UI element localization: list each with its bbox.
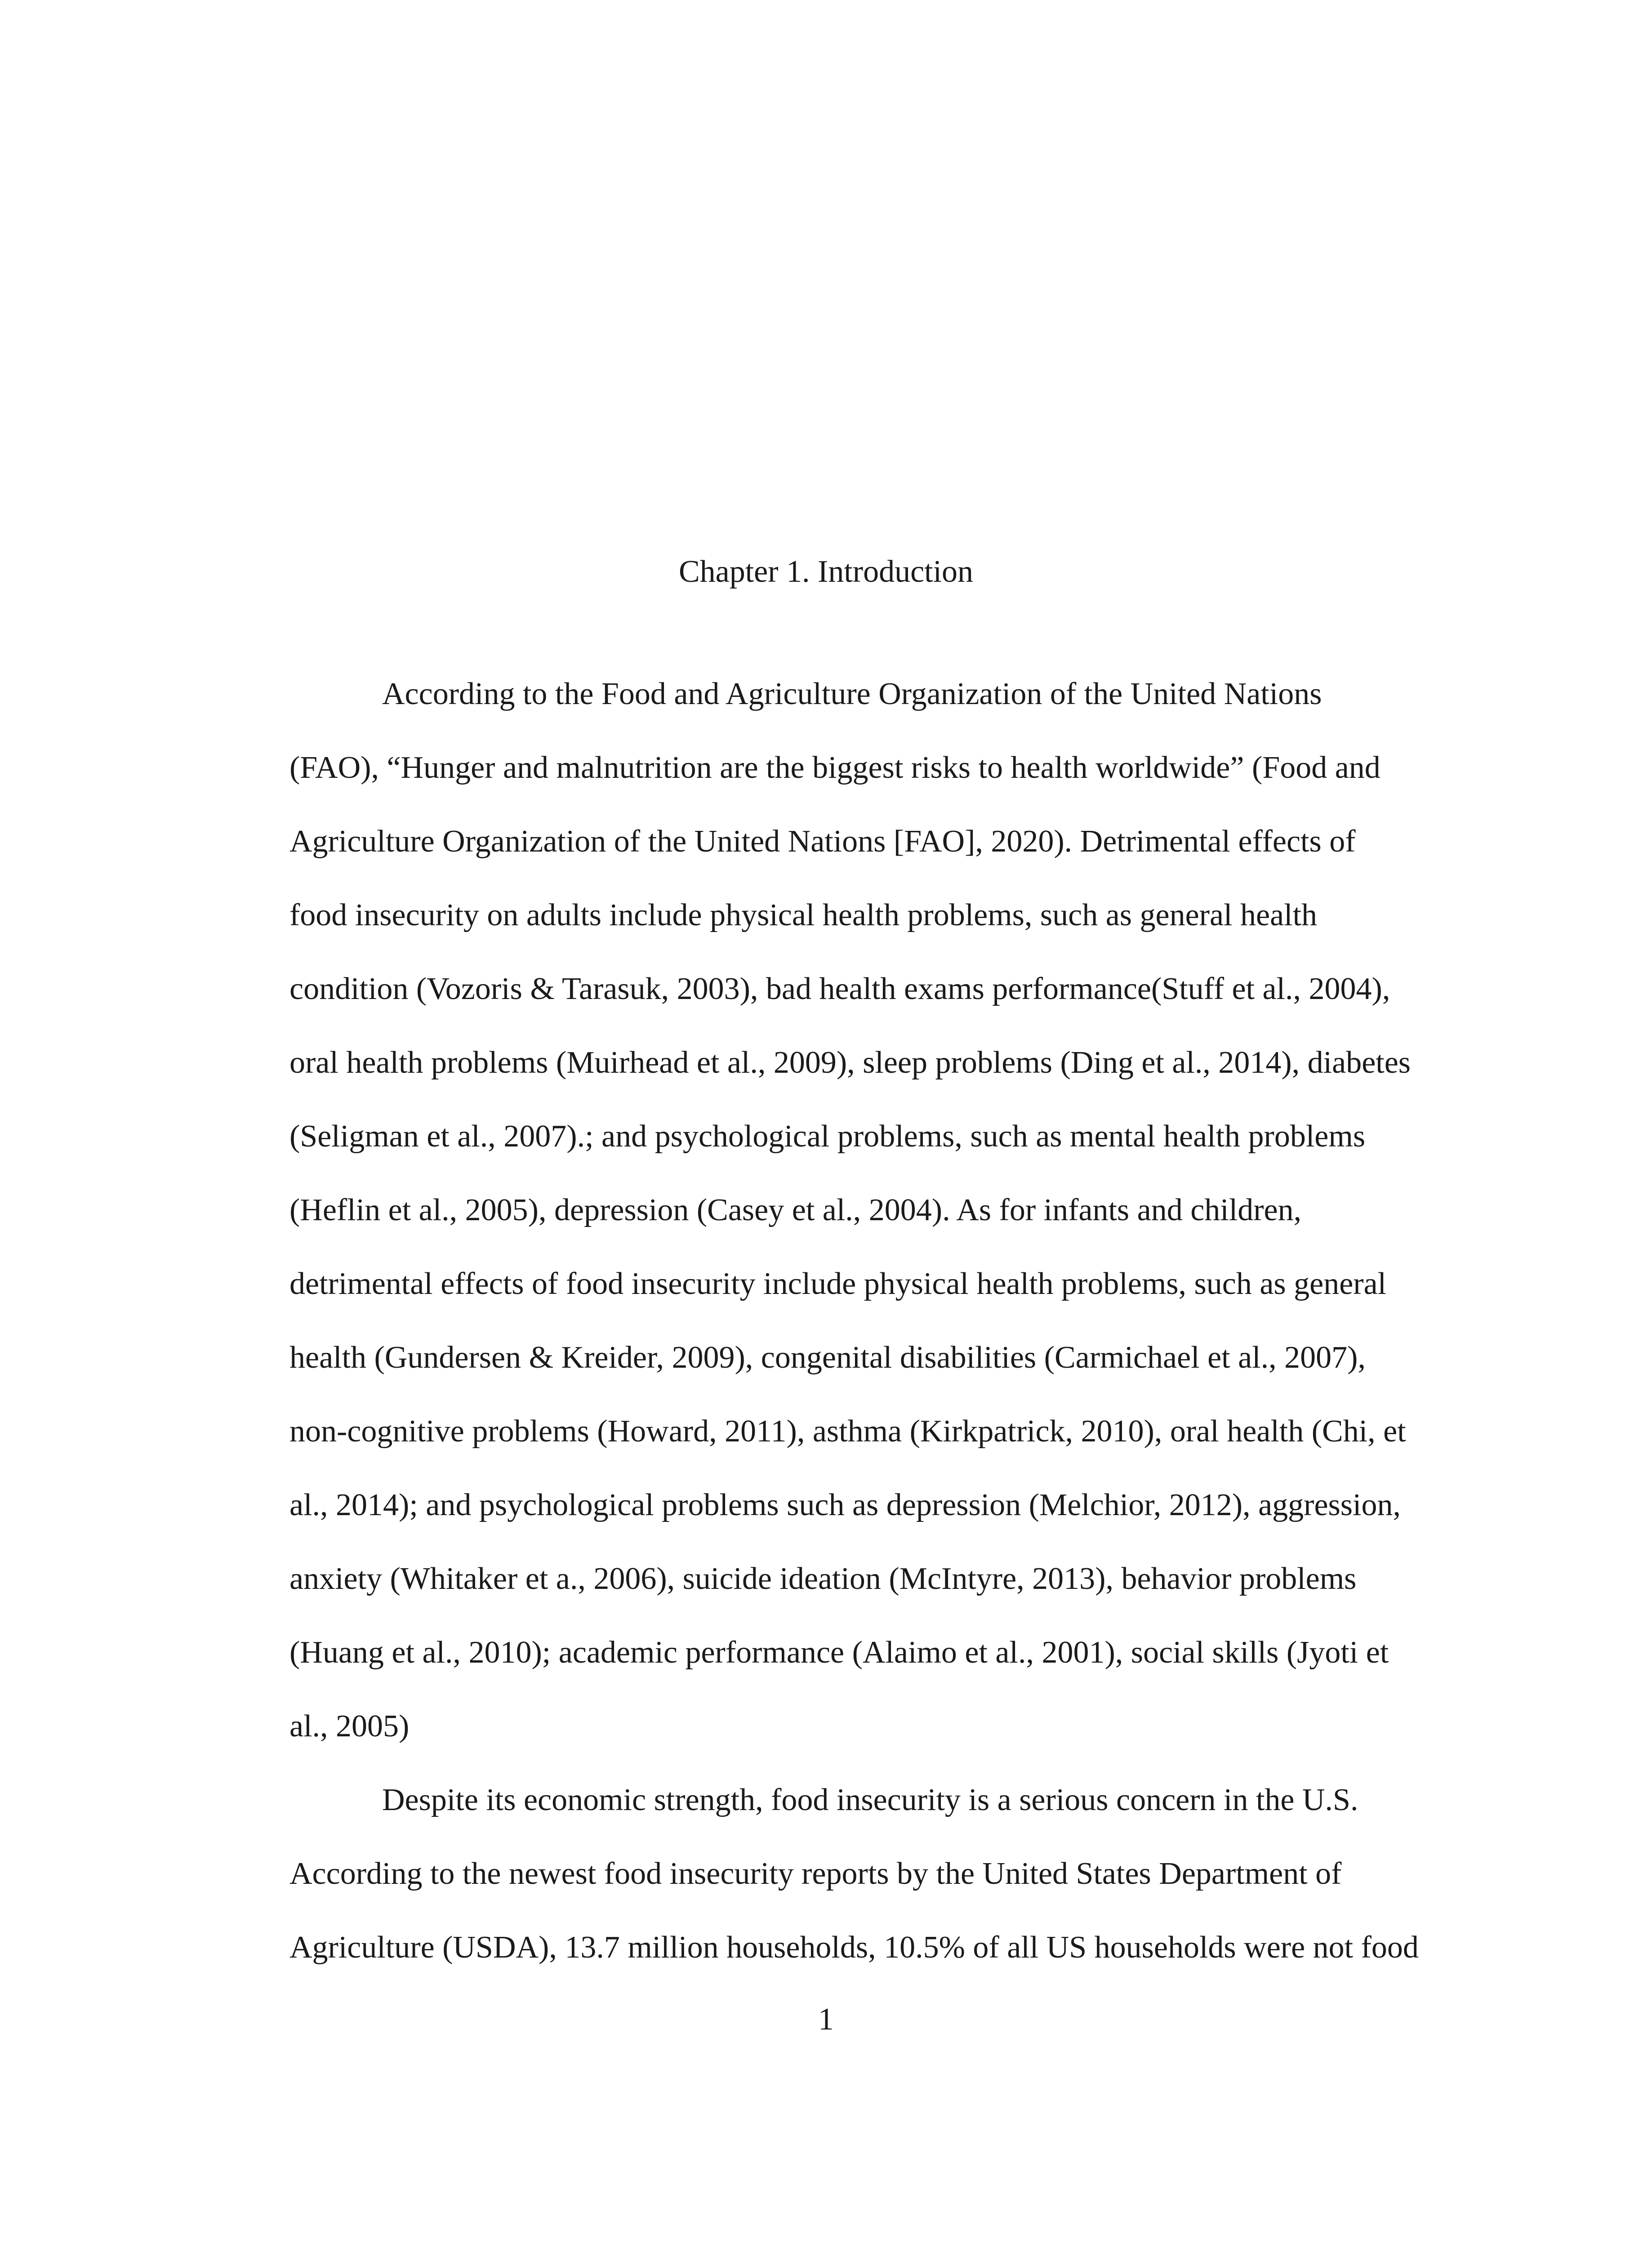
paragraph-1-line-14: (Huang et al., 2010); academic performance (Alaimo et al., 2001), social skills (Jyoti et (289, 1635, 1389, 1670)
paragraph-1-line-13: anxiety (Whitaker et a., 2006), suicide ideation (McIntyre, 2013), behavior problems (289, 1561, 1357, 1596)
paragraph-1-line-3: Agriculture Organization of the United Nations [FAO], 2020). Detrimental effects of (289, 824, 1356, 859)
paragraph-1-line-11: non-cognitive problems (Howard, 2011), asthma (Kirkpatrick, 2010), oral health (Chi, et (289, 1414, 1406, 1449)
paragraph-1-line-8: (Heflin et al., 2005), depression (Casey et al., 2004). As for infants and children, (289, 1193, 1302, 1227)
paragraph-1-line-1: According to the Food and Agriculture Organization of the United Nations (382, 677, 1322, 711)
paragraph-1-line-6: oral health problems (Muirhead et al., 2009), sleep problems (Ding et al., 2014), diabetes (289, 1045, 1411, 1080)
paragraph-1-line-10: health (Gundersen & Kreider, 2009), congenital disabilities (Carmichael et al., 2007), (289, 1340, 1366, 1375)
paragraph-1-line-5: condition (Vozoris & Tarasuk, 2003), bad health exams performance(Stuff et al., 2004), (289, 972, 1390, 1006)
paragraph-1-line-9: detrimental effects of food insecurity include physical health problems, such as general (289, 1267, 1387, 1301)
chapter-title: Chapter 1. Introduction (678, 554, 974, 589)
paragraph-2-line-3: Agriculture (USDA), 13.7 million households, 10.5% of all US households were not food (289, 1930, 1419, 1965)
page-number: 1 (818, 2002, 834, 2037)
paragraph-1-line-15: al., 2005) (289, 1709, 410, 1744)
paragraph-1-line-4: food insecurity on adults include physical health problems, such as general health (289, 898, 1318, 932)
paragraph-2-line-1: Despite its economic strength, food insecurity is a serious concern in the U.S. (382, 1783, 1358, 1817)
paragraph-2-line-2: According to the newest food insecurity reports by the United States Department of (289, 1856, 1342, 1891)
body-text (289, 657, 1440, 1985)
paragraph-1-line-12: al., 2014); and psychological problems such as depression (Melchior, 2012), aggression, (289, 1488, 1401, 1522)
paragraph-1-line-7: (Seligman et al., 2007).; and psychological problems, such as mental health problems (289, 1119, 1366, 1154)
paragraph-1-line-2: (FAO), “Hunger and malnutrition are the biggest risks to health worldwide” (Food and (289, 750, 1380, 785)
